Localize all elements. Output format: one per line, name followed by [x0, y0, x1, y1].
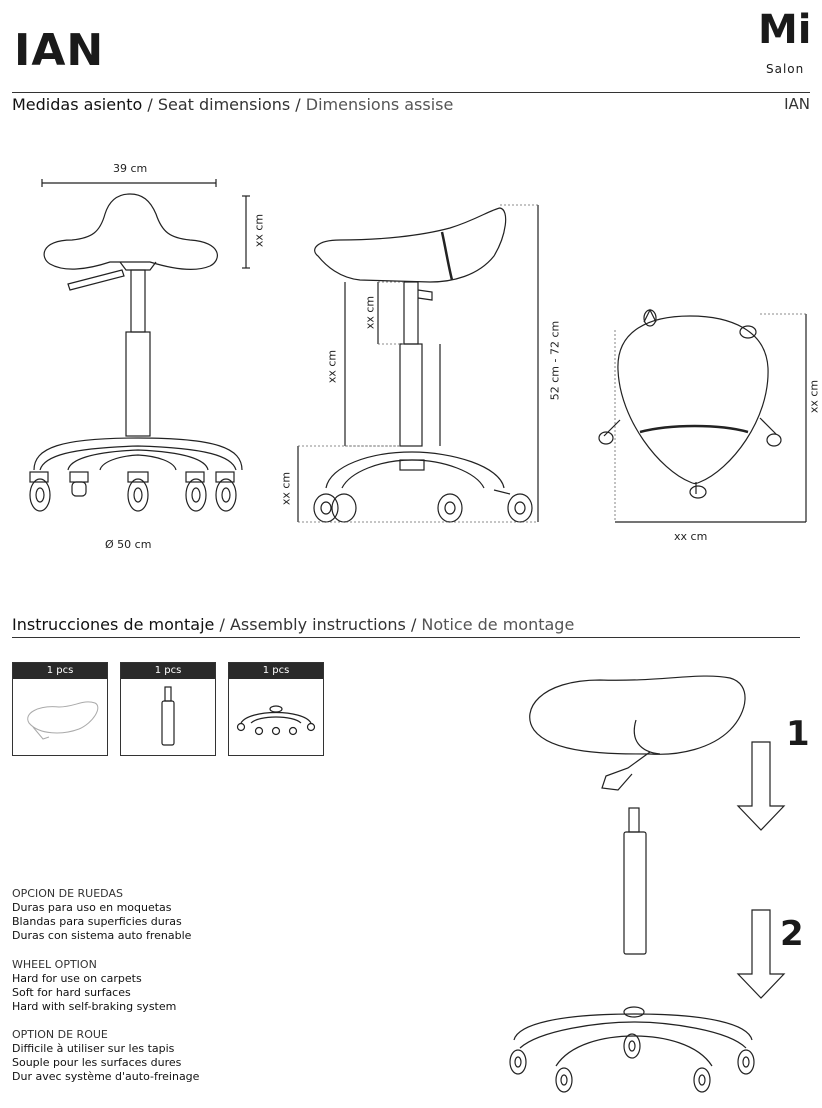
part-qty: 1 pcs: [13, 663, 107, 679]
wheel-heading-en: WHEEL OPTION: [12, 958, 97, 971]
wheel-line: Dur avec système d'auto-freinage: [12, 1070, 200, 1083]
wheel-line: Blandas para superficies duras: [12, 915, 182, 928]
dim-front-seat-height: xx cm: [252, 213, 266, 248]
wheel-line: Duras con sistema auto frenable: [12, 929, 192, 942]
dim-top-length: xx cm: [807, 379, 821, 414]
wheel-options-en: [12, 958, 176, 1014]
dim-base-diameter: Ø 50 cm: [105, 538, 152, 551]
step-number-1: 1: [786, 714, 810, 754]
heading-fr: Notice de montage: [421, 615, 575, 634]
heading-fr: Dimensions assise: [305, 95, 454, 114]
wheel-options-fr: [12, 1028, 199, 1084]
dim-front-width: 39 cm: [113, 162, 148, 175]
heading-es: Medidas asiento: [12, 95, 143, 114]
wheel-line: Soft for hard surfaces: [12, 986, 131, 999]
heading-sep: /: [142, 95, 158, 114]
logo-subtitle: Salon: [766, 62, 805, 76]
wheel-line: Duras para uso en moquetas: [12, 901, 172, 914]
wheel-heading-fr: OPTION DE ROUE: [12, 1028, 108, 1041]
wheel-line: Souple pour les surfaces dures: [12, 1056, 182, 1069]
wheel-line: Hard for use on carpets: [12, 972, 142, 985]
heading-en: Assembly instructions: [229, 615, 406, 634]
wheel-line: Difficile à utiliser sur les tapis: [12, 1042, 175, 1055]
logo-mark: Mi: [758, 7, 812, 53]
heading-en: Seat dimensions: [157, 95, 291, 114]
dim-side-total-height: 52 cm - 72 cm: [548, 320, 562, 401]
heading-es: Instrucciones de montaje: [12, 615, 215, 634]
dim-side-base-height: xx cm: [279, 471, 293, 506]
heading-sep: /: [290, 95, 306, 114]
heading-sep: /: [214, 615, 230, 634]
wheel-options-es: [12, 887, 191, 943]
heading-sep: /: [405, 615, 422, 634]
section-product-code: IAN: [784, 95, 810, 113]
step-arrows: [738, 742, 784, 998]
step-number-2: 2: [780, 914, 804, 954]
wheel-line: Hard with self-braking system: [12, 1000, 177, 1013]
dim-side-cylinder: xx cm: [325, 349, 339, 384]
wheel-heading-es: OPCION DE RUEDAS: [12, 887, 123, 900]
part-qty: 1 pcs: [121, 663, 215, 679]
dim-side-seat-thickness: xx cm: [363, 295, 377, 330]
dim-top-width: xx cm: [674, 530, 708, 543]
product-title: IAN: [14, 25, 105, 76]
part-qty: 1 pcs: [229, 663, 323, 679]
